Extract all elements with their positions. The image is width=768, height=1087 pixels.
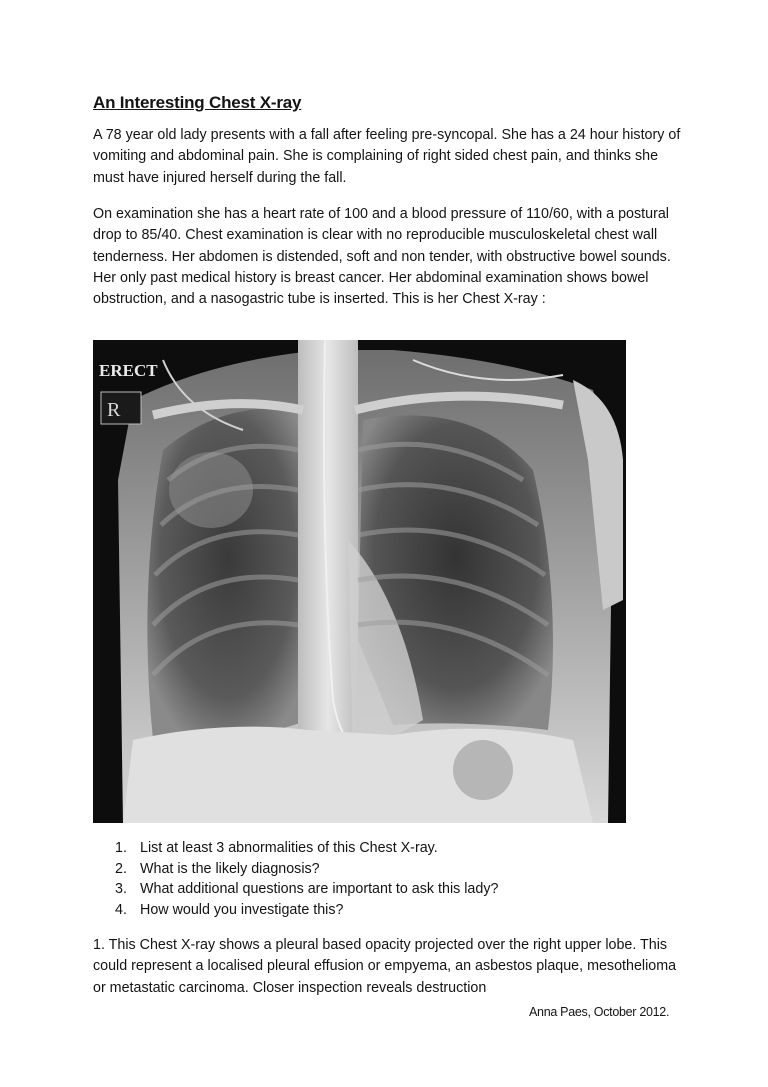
- chest-xray-image: [93, 340, 626, 823]
- examination-paragraph: On examination she has a heart rate of 100 and a blood pressure of 110/60, with a postural drop to 85/40. Chest examination is clear with no reproducible musculoskeletal chest wall tenderness. Her abdomen is distended, soft and non tender, with obstructive bowel sounds. Her only past medical history is breast cancer. Her abdominal examination shows bowel obstruction, and a nasogastric tube is inserted. This is her Chest X-ray :: [93, 206, 671, 308]
- answer-paragraph: 1. This Chest X-ray shows a pleural based opacity projected over the right upper lobe. This could represent a localised pleural effusion or empyema, an asbestos plaque, mesothelioma or metastatic carcinoma. Closer inspection reveals destruction: [93, 937, 677, 996]
- list-item: 4. How would you investigate this?: [115, 901, 344, 918]
- list-item: 2. What is the likely diagnosis?: [115, 860, 320, 877]
- page-footer: Anna Paes, October 2012.: [529, 1005, 670, 1019]
- list-item: 3. What additional questions are important to ask this lady?: [115, 881, 499, 897]
- page-title: An Interesting Chest X-ray: [93, 93, 302, 112]
- case-history-paragraph: A 78 year old lady presents with a fall after feeling pre-syncopal. She has a 24 hour history of vomiting and abdominal pain. She is complaining of right sided chest pain, and thinks she must have injured herself during the fall.: [93, 127, 681, 186]
- xray-erect-label: ERECT: [99, 361, 158, 380]
- xray-side-marker: R: [107, 399, 121, 421]
- list-item: 1. List at least 3 abnormalities of this Chest X-ray.: [115, 840, 438, 856]
- question-list: [93, 838, 498, 920]
